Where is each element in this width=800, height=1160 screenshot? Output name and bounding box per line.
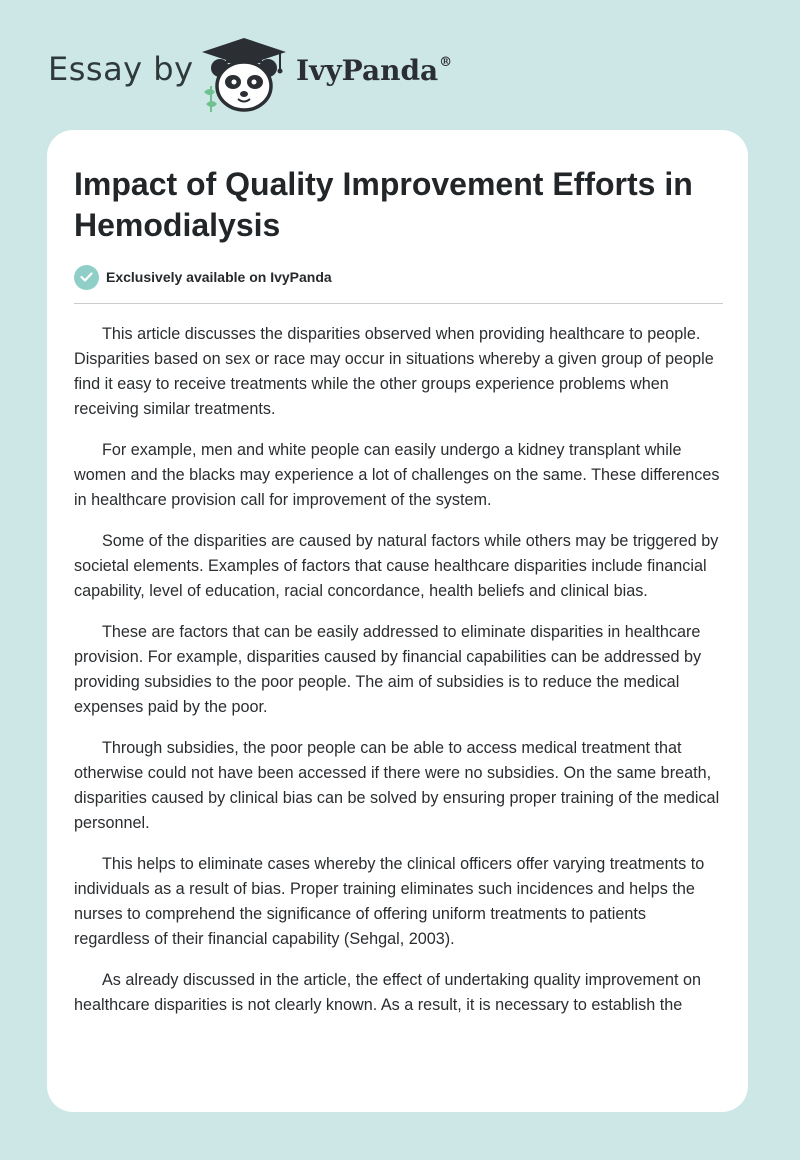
check-icon [74, 265, 99, 290]
article-body [74, 322, 726, 1034]
paragraph: This article discusses the disparities observed when providing healthcare to people. Disparities based on sex or race may occur in situations whereby a given group of people find it easy to receive treatments while the other groups experience problems when receiving similar treatments. [74, 325, 714, 418]
registered-mark: ® [439, 54, 453, 70]
exclusive-badge [74, 263, 332, 291]
paragraph: These are factors that can be easily addressed to eliminate disparities in healthcare provision. For example, disparities caused by financial capabilities can be addressed by providing subsidies to the poor people. The aim of subsidies is to reduce the medical expenses paid by the poor. [74, 623, 702, 716]
paragraph: Some of the disparities are caused by natural factors while others may be triggered by societal elements. Examples of factors that cause healthcare disparities include financial capability, level of education, racial concordance, health beliefs and clinical bias. [74, 532, 719, 600]
essay-by-label: Essay by [48, 50, 194, 88]
article-card [47, 130, 748, 1112]
panda-graduate-icon [200, 36, 288, 114]
ivypanda-logo[interactable] [296, 54, 452, 87]
paragraph: Through subsidies, the poor people can be able to access medical treatment that otherwise could not have been accessed if there were no subsidies. On the same breath, disparities caused by clinical bias can be solved by ensuring proper training of the medical personnel. [74, 739, 720, 832]
paragraph: For example, men and white people can easily undergo a kidney transplant while women and the blacks may experience a lot of challenges on the same. These differences in healthcare provision call for improvement of the system. [74, 441, 720, 509]
brand-name: IvyPanda [296, 54, 439, 87]
divider [74, 303, 723, 304]
paragraph: This helps to eliminate cases whereby the clinical officers offer varying treatments to individuals as a result of bias. Proper training eliminates such incidences and helps the nurses to comprehend the significance of offering uniform treatments to patients regardless of their financial capability (Sehgal, 2003). [74, 855, 705, 948]
article-title: Impact of Quality Improvement Efforts in Hemodialysis [74, 166, 693, 243]
exclusive-label: Exclusively available on IvyPanda [106, 269, 332, 285]
paragraph: As already discussed in the article, the effect of undertaking quality improvement on healthcare disparities is not clearly known. As a result, it is necessary to establish the [74, 971, 701, 1014]
site-header [48, 30, 488, 110]
